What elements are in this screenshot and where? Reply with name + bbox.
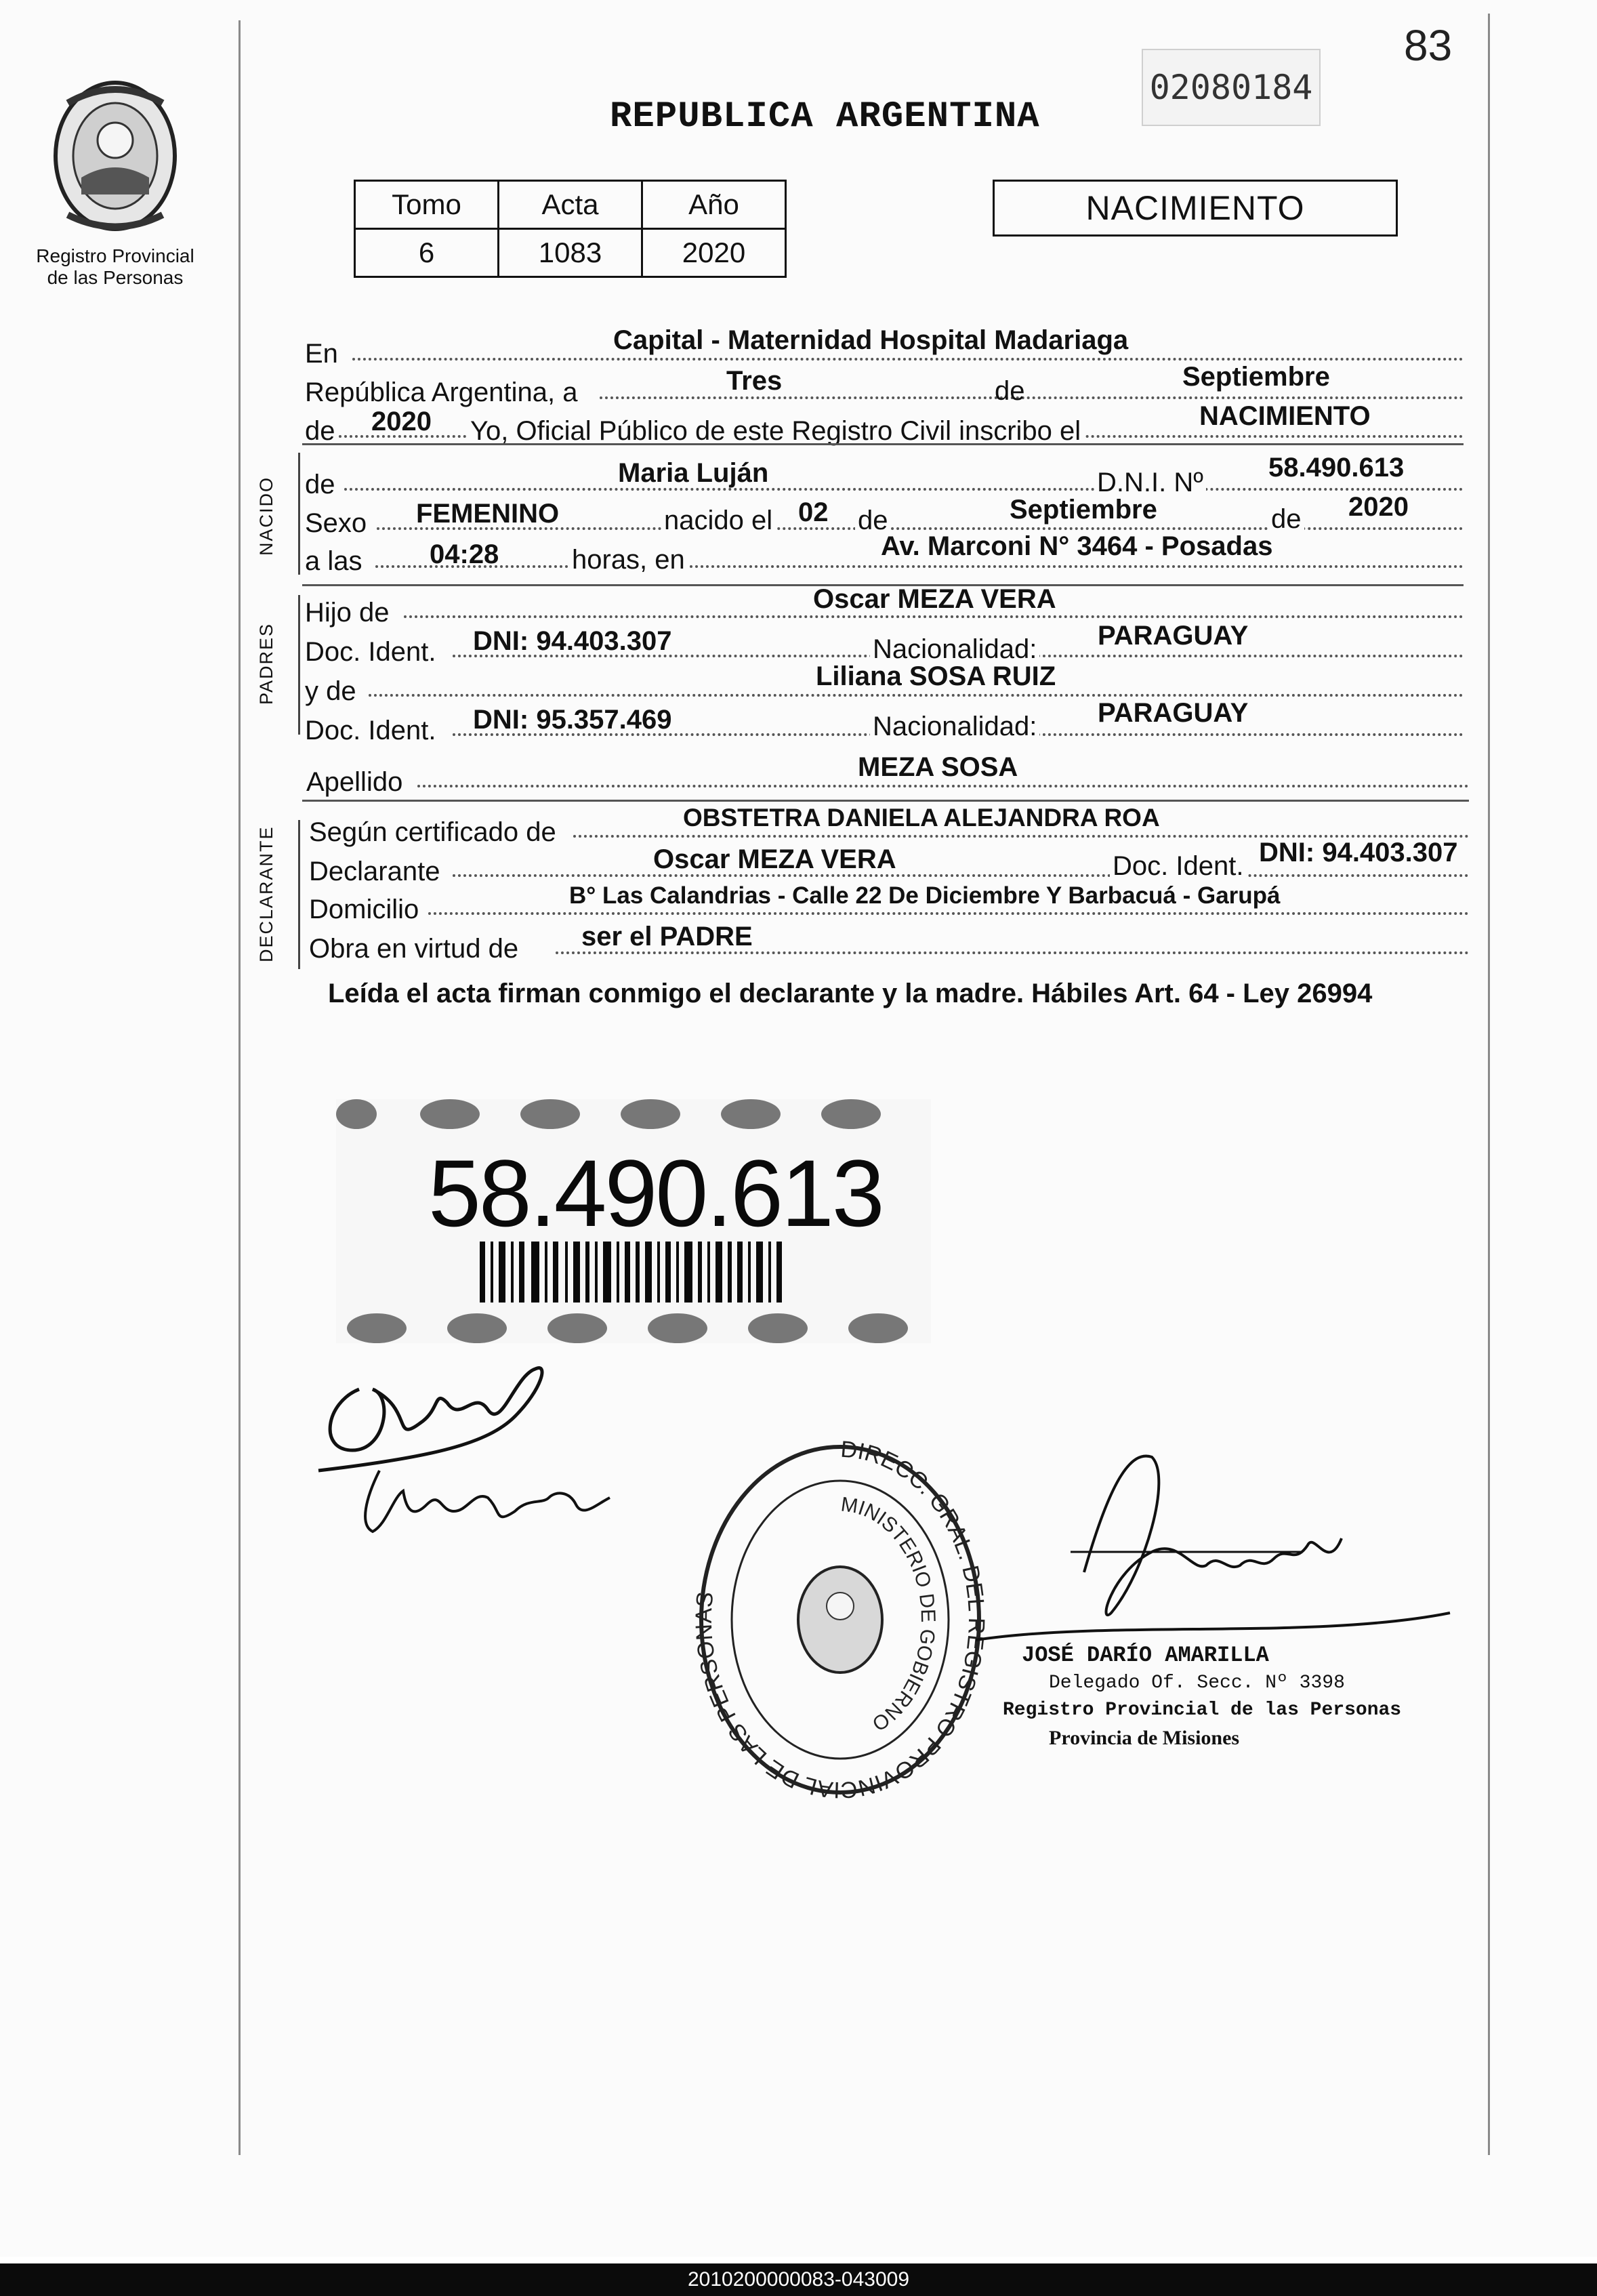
declarante-section-label: DECLARANTE bbox=[256, 825, 276, 962]
official-registry: Registro Provincial de las Personas bbox=[1003, 1700, 1402, 1721]
child-name: Maria Luján bbox=[618, 458, 769, 488]
official-signature bbox=[976, 1437, 1464, 1654]
sexo-value: FEMENINO bbox=[416, 499, 560, 529]
record-type-box: NACIMIENTO bbox=[993, 180, 1398, 237]
record-value-tomo: 6 bbox=[355, 229, 499, 277]
dotted-line bbox=[344, 488, 1464, 491]
child-dni: 58.490.613 bbox=[1268, 453, 1405, 483]
de-label: de bbox=[855, 506, 891, 536]
declarante-doc: DNI: 94.403.307 bbox=[1259, 838, 1458, 867]
domicilio-value: B° Las Calandrias - Calle 22 De Diciembre Y Barbacuá - Garupá bbox=[569, 882, 1281, 909]
father-nationality: PARAGUAY bbox=[1098, 621, 1249, 651]
certificado-label: Según certificado de bbox=[309, 817, 556, 847]
de-label: de bbox=[1268, 504, 1304, 535]
year-value: 2020 bbox=[371, 407, 432, 436]
page-title: REPUBLICA ARGENTINA bbox=[610, 96, 1040, 138]
month-value: Septiembre bbox=[1182, 362, 1330, 392]
record-value-acta: 1083 bbox=[499, 229, 642, 277]
dotted-line bbox=[369, 694, 1464, 697]
stamp-inner-text: MINISTERIO DE GOBIERNO bbox=[839, 1493, 940, 1736]
horas-label: horas, en bbox=[569, 545, 688, 575]
father-doc: DNI: 94.403.307 bbox=[473, 626, 672, 656]
event-value: NACIMIENTO bbox=[1199, 401, 1371, 431]
left-margin-line bbox=[238, 20, 241, 2155]
nacionalidad-label: Nacionalidad: bbox=[870, 634, 1039, 665]
birth-place: Av. Marconi N° 3464 - Posadas bbox=[881, 531, 1273, 561]
nacido-el-label: nacido el bbox=[661, 506, 775, 536]
obra-value: ser el PADRE bbox=[581, 922, 753, 951]
de-label: de bbox=[305, 470, 335, 499]
dotted-line bbox=[417, 785, 1469, 787]
doc-ident-label: Doc. Ident. bbox=[1110, 851, 1246, 882]
logo-caption bbox=[14, 245, 217, 289]
record-table bbox=[354, 180, 787, 278]
section-divider bbox=[302, 800, 1469, 802]
apellido-label: Apellido bbox=[306, 767, 403, 797]
dotted-line bbox=[453, 874, 1469, 877]
declarante-label: Declarante bbox=[309, 857, 440, 886]
birth-month: Septiembre bbox=[1010, 495, 1157, 525]
page-number: 83 bbox=[1404, 21, 1453, 70]
record-header-acta: Acta bbox=[499, 181, 642, 229]
record-value-ano: 2020 bbox=[642, 229, 786, 277]
dotted-line bbox=[352, 358, 1464, 361]
doc-ident-label: Doc. Ident. bbox=[305, 716, 436, 745]
footer-code: 2010200000083-043009 bbox=[688, 2268, 909, 2291]
official-name: JOSÉ DARÍO AMARILLA bbox=[1022, 1643, 1269, 1668]
right-margin-line bbox=[1488, 14, 1490, 2155]
de-label: de bbox=[995, 376, 1025, 406]
dotted-line bbox=[600, 396, 1464, 399]
mother-nationality: PARAGUAY bbox=[1098, 698, 1249, 728]
padres-bracket bbox=[298, 595, 300, 735]
nacido-section-label: NACIDO bbox=[256, 476, 276, 556]
dni-label: D.N.I. Nº bbox=[1094, 468, 1206, 498]
official-province: Provincia de Misiones bbox=[1049, 1727, 1240, 1749]
hijo-de-label: Hijo de bbox=[305, 598, 390, 628]
closing-statement: Leída el acta firman conmigo el declarante y la madre. Hábiles Art. 64 - Ley 26994 bbox=[328, 979, 1373, 1008]
birth-day: 02 bbox=[798, 497, 829, 527]
birth-time: 04:28 bbox=[430, 539, 499, 569]
dotted-line bbox=[375, 565, 1464, 568]
certificado-value: OBSTETRA DANIELA ALEJANDRA ROA bbox=[683, 804, 1160, 832]
record-header-ano: Año bbox=[642, 181, 786, 229]
madre-signature bbox=[339, 1450, 623, 1545]
serial-number: 02080184 bbox=[1142, 49, 1321, 126]
day-value: Tres bbox=[726, 366, 783, 396]
official-role: Delegado Of. Secc. Nº 3398 bbox=[1049, 1673, 1345, 1694]
de2-label: de bbox=[305, 416, 335, 446]
dotted-line bbox=[428, 912, 1469, 915]
doc-ident-label: Doc. Ident. bbox=[305, 637, 436, 667]
nacido-bracket bbox=[298, 453, 300, 575]
nacionalidad-label: Nacionalidad: bbox=[870, 712, 1039, 742]
stamp-outer-text: DIRECC. GRAL. DEL REGISTRO PROVINCIAL DE LAS PERSONAS bbox=[691, 1437, 989, 1803]
dotted-line bbox=[404, 615, 1464, 618]
official-stamp bbox=[691, 1437, 989, 1803]
obra-label: Obra en virtud de bbox=[309, 934, 519, 964]
sexo-label: Sexo bbox=[305, 508, 367, 538]
declarante-bracket bbox=[298, 820, 300, 969]
father-name: Oscar MEZA VERA bbox=[813, 584, 1056, 614]
padres-section-label: PADRES bbox=[256, 622, 276, 705]
en-label: En bbox=[305, 339, 338, 369]
province-seal-logo bbox=[41, 76, 190, 245]
y-de-label: y de bbox=[305, 676, 356, 706]
logo-caption-line-2: de las Personas bbox=[47, 267, 184, 288]
a-las-label: a las bbox=[305, 546, 362, 576]
logo-caption-line-1: Registro Provincial bbox=[36, 245, 194, 266]
place-value: Capital - Maternidad Hospital Madariaga bbox=[613, 325, 1129, 355]
footer-code-bar bbox=[0, 2263, 1597, 2296]
domicilio-label: Domicilio bbox=[309, 895, 419, 924]
mother-doc: DNI: 95.357.469 bbox=[473, 705, 672, 735]
republica-label: República Argentina, a bbox=[305, 377, 578, 407]
barcode bbox=[480, 1242, 782, 1303]
section-divider bbox=[302, 443, 1464, 445]
record-header-tomo: Tomo bbox=[355, 181, 499, 229]
birth-year: 2020 bbox=[1348, 492, 1409, 522]
sticker-dni-number: 58.490.613 bbox=[428, 1140, 883, 1246]
inscribo-label: Yo, Oficial Público de este Registro Civil inscribo el bbox=[468, 416, 1083, 447]
declarante-value: Oscar MEZA VERA bbox=[653, 844, 896, 874]
apellido-value: MEZA SOSA bbox=[858, 752, 1018, 782]
mother-name: Liliana SOSA RUIZ bbox=[816, 661, 1056, 691]
